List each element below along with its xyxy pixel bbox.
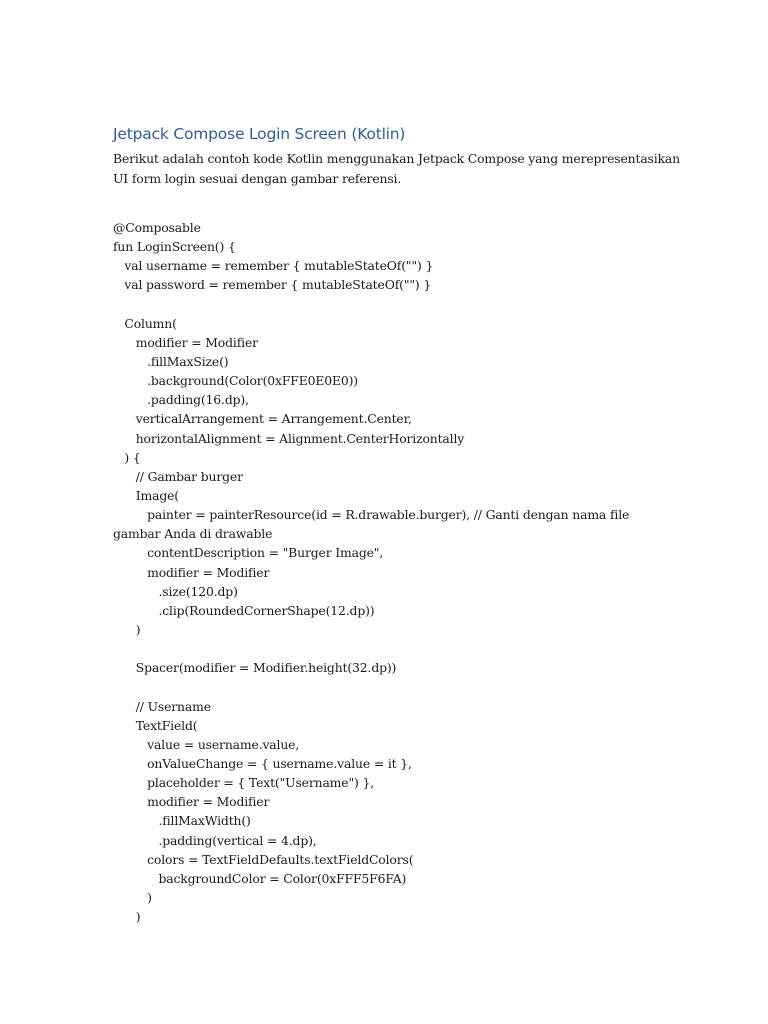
document-title: Jetpack Compose Login Screen (Kotlin): [113, 125, 406, 143]
code-line: ): [113, 889, 152, 905]
code-line: Column(: [113, 315, 177, 331]
code-line: fun LoginScreen() {: [113, 239, 236, 255]
code-line: val password = remember { mutableStateOf("") }: [113, 277, 432, 293]
intro-paragraph: [113, 149, 681, 188]
code-line: horizontalAlignment = Alignment.CenterHorizontally: [113, 430, 465, 446]
code-line: painter = painterResource(id = R.drawable.burger), // Ganti dengan nama file: [113, 507, 630, 523]
code-line: Spacer(modifier = Modifier.height(32.dp)): [113, 660, 397, 676]
code-line: gambar Anda di drawable: [113, 526, 273, 542]
code-line: // Gambar burger: [113, 468, 243, 484]
code-line: .size(120.dp): [113, 583, 238, 599]
code-line: .background(Color(0xFFE0E0E0)): [113, 373, 358, 389]
code-line: placeholder = { Text("Username") },: [113, 775, 375, 791]
code-line: [113, 295, 629, 314]
code-line: ): [113, 909, 141, 925]
code-line: [113, 639, 629, 658]
code-line: verticalArrangement = Arrangement.Center,: [113, 411, 412, 427]
code-line: [113, 677, 629, 696]
code-line: TextField(: [113, 717, 198, 733]
code-line: val username = remember { mutableStateOf("") }: [113, 258, 434, 274]
code-line: modifier = Modifier: [113, 334, 258, 350]
code-line: Image(: [113, 487, 179, 503]
code-line: modifier = Modifier: [113, 794, 270, 810]
code-line: value = username.value,: [113, 736, 300, 752]
code-line: @Composable: [113, 220, 201, 235]
intro-line: UI form login sesuai dengan gambar referensi.: [113, 170, 402, 186]
code-line: modifier = Modifier: [113, 564, 270, 580]
code-line: .padding(vertical = 4.dp),: [113, 832, 317, 848]
code-line: .fillMaxSize(): [113, 353, 229, 369]
code-line: .fillMaxWidth(): [113, 813, 251, 829]
code-line: ): [113, 621, 141, 637]
code-line: .clip(RoundedCornerShape(12.dp)): [113, 602, 375, 618]
code-line: colors = TextFieldDefaults.textFieldColors(: [113, 851, 414, 867]
code-line: backgroundColor = Color(0xFFF5F6FA): [113, 870, 407, 886]
code-line: ) {: [113, 449, 141, 465]
intro-line: Berikut adalah contoh kode Kotlin menggunakan Jetpack Compose yang merepresentasikan: [113, 151, 681, 166]
code-line: onValueChange = { username.value = it },: [113, 755, 412, 771]
code-line: contentDescription = "Burger Image",: [113, 545, 384, 561]
code-line: // Username: [113, 698, 211, 714]
code-line: .padding(16.dp),: [113, 392, 249, 408]
code-block: [113, 218, 629, 926]
